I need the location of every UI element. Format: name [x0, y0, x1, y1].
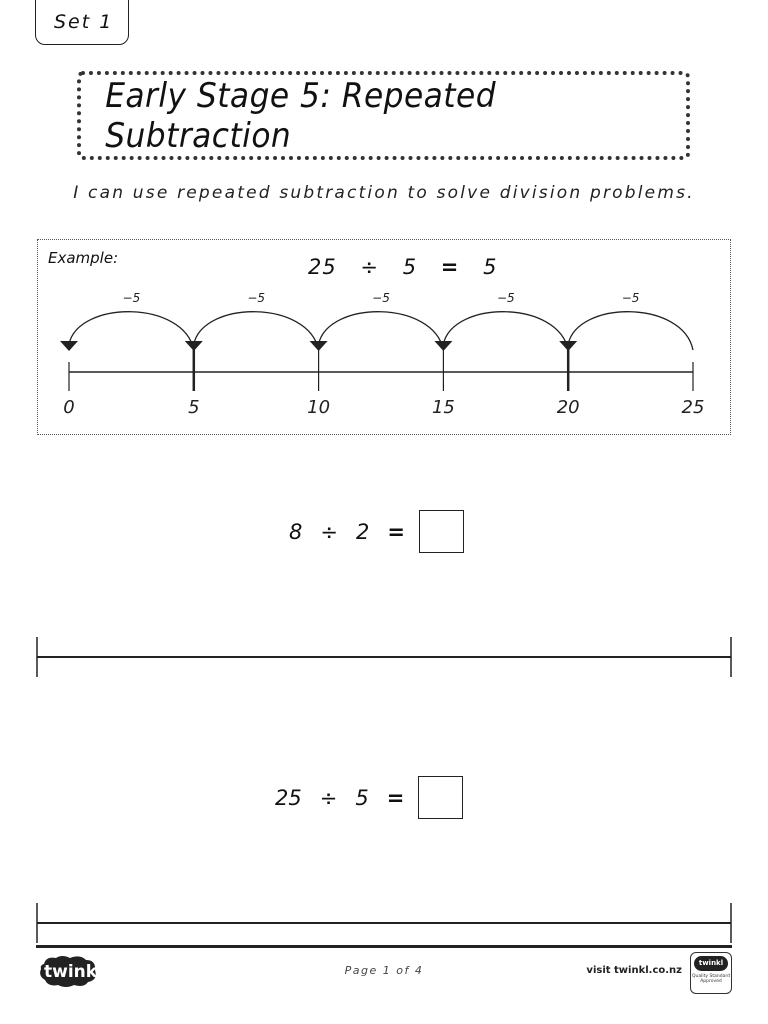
- page-number: Page 1 of 4: [344, 964, 424, 977]
- example-number-line: [60, 291, 704, 418]
- problem-1-number-line: [37, 637, 731, 677]
- learning-objective: I can use repeated subtraction to solve division problems.: [73, 183, 695, 203]
- example-tick-label: 25: [681, 397, 705, 418]
- example-tick-label: 5: [188, 397, 200, 418]
- problem-2-number-line: [37, 903, 731, 943]
- example-result: 5: [483, 255, 498, 279]
- badge-caption: [692, 974, 730, 984]
- problem-2-divide-sign: ÷: [319, 785, 338, 810]
- badge-title: twinkl: [694, 956, 728, 971]
- example-jump-arc: [443, 312, 568, 350]
- example-arrowhead: [60, 341, 78, 351]
- example-jump-arc: [319, 312, 444, 350]
- example-arrowhead: [434, 341, 452, 351]
- problem-2-equation: [275, 776, 463, 819]
- problem-1-answer-box[interactable]: [419, 510, 464, 553]
- example-arrowhead: [185, 341, 203, 351]
- badge-line-2: Approved: [700, 979, 722, 984]
- example-equals-sign: =: [440, 255, 460, 279]
- example-arrowhead: [559, 341, 577, 351]
- example-jump-label: −5: [496, 291, 515, 305]
- example-jump-label: −5: [372, 291, 390, 305]
- example-tick-label: 15: [431, 397, 455, 418]
- example-jump-label: −5: [122, 291, 141, 305]
- example-divide-sign: ÷: [360, 255, 380, 279]
- badge-line-1: Quality Standard: [692, 974, 730, 979]
- problem-2-dividend: 25: [275, 785, 302, 810]
- example-tick-label: 10: [307, 397, 331, 418]
- problem-1-equation: [289, 510, 464, 553]
- example-jump-label: −5: [621, 291, 640, 305]
- logo-text: twinkl: [44, 962, 103, 982]
- problem-1-equals-sign: =: [387, 519, 405, 544]
- example-dividend: 25: [308, 255, 337, 279]
- example-jump-arc: [194, 312, 319, 350]
- example-arrowhead: [310, 341, 328, 351]
- example-divisor: 5: [402, 255, 418, 279]
- example-jump-label: −5: [247, 291, 266, 305]
- page-title: Early Stage 5: Repeated Subtraction: [105, 75, 497, 156]
- website-link[interactable]: visit twinkl.co.nz: [586, 965, 682, 976]
- problem-2-equals-sign: =: [386, 785, 405, 810]
- example-tick-label: 20: [556, 397, 580, 418]
- problem-2-divisor: 5: [355, 785, 369, 810]
- set-label: Set 1: [35, 0, 129, 45]
- problem-1-dividend: 8: [289, 519, 303, 544]
- problem-2-answer-box[interactable]: [418, 776, 463, 819]
- problem-1-divide-sign: ÷: [320, 519, 338, 544]
- example-jump-arc: [69, 312, 194, 350]
- example-label: Example:: [48, 249, 119, 267]
- example-tick-label: 0: [63, 397, 75, 418]
- problem-1-divisor: 2: [355, 519, 370, 544]
- example-jump-arc: [568, 312, 693, 350]
- footer-rule: [36, 945, 732, 948]
